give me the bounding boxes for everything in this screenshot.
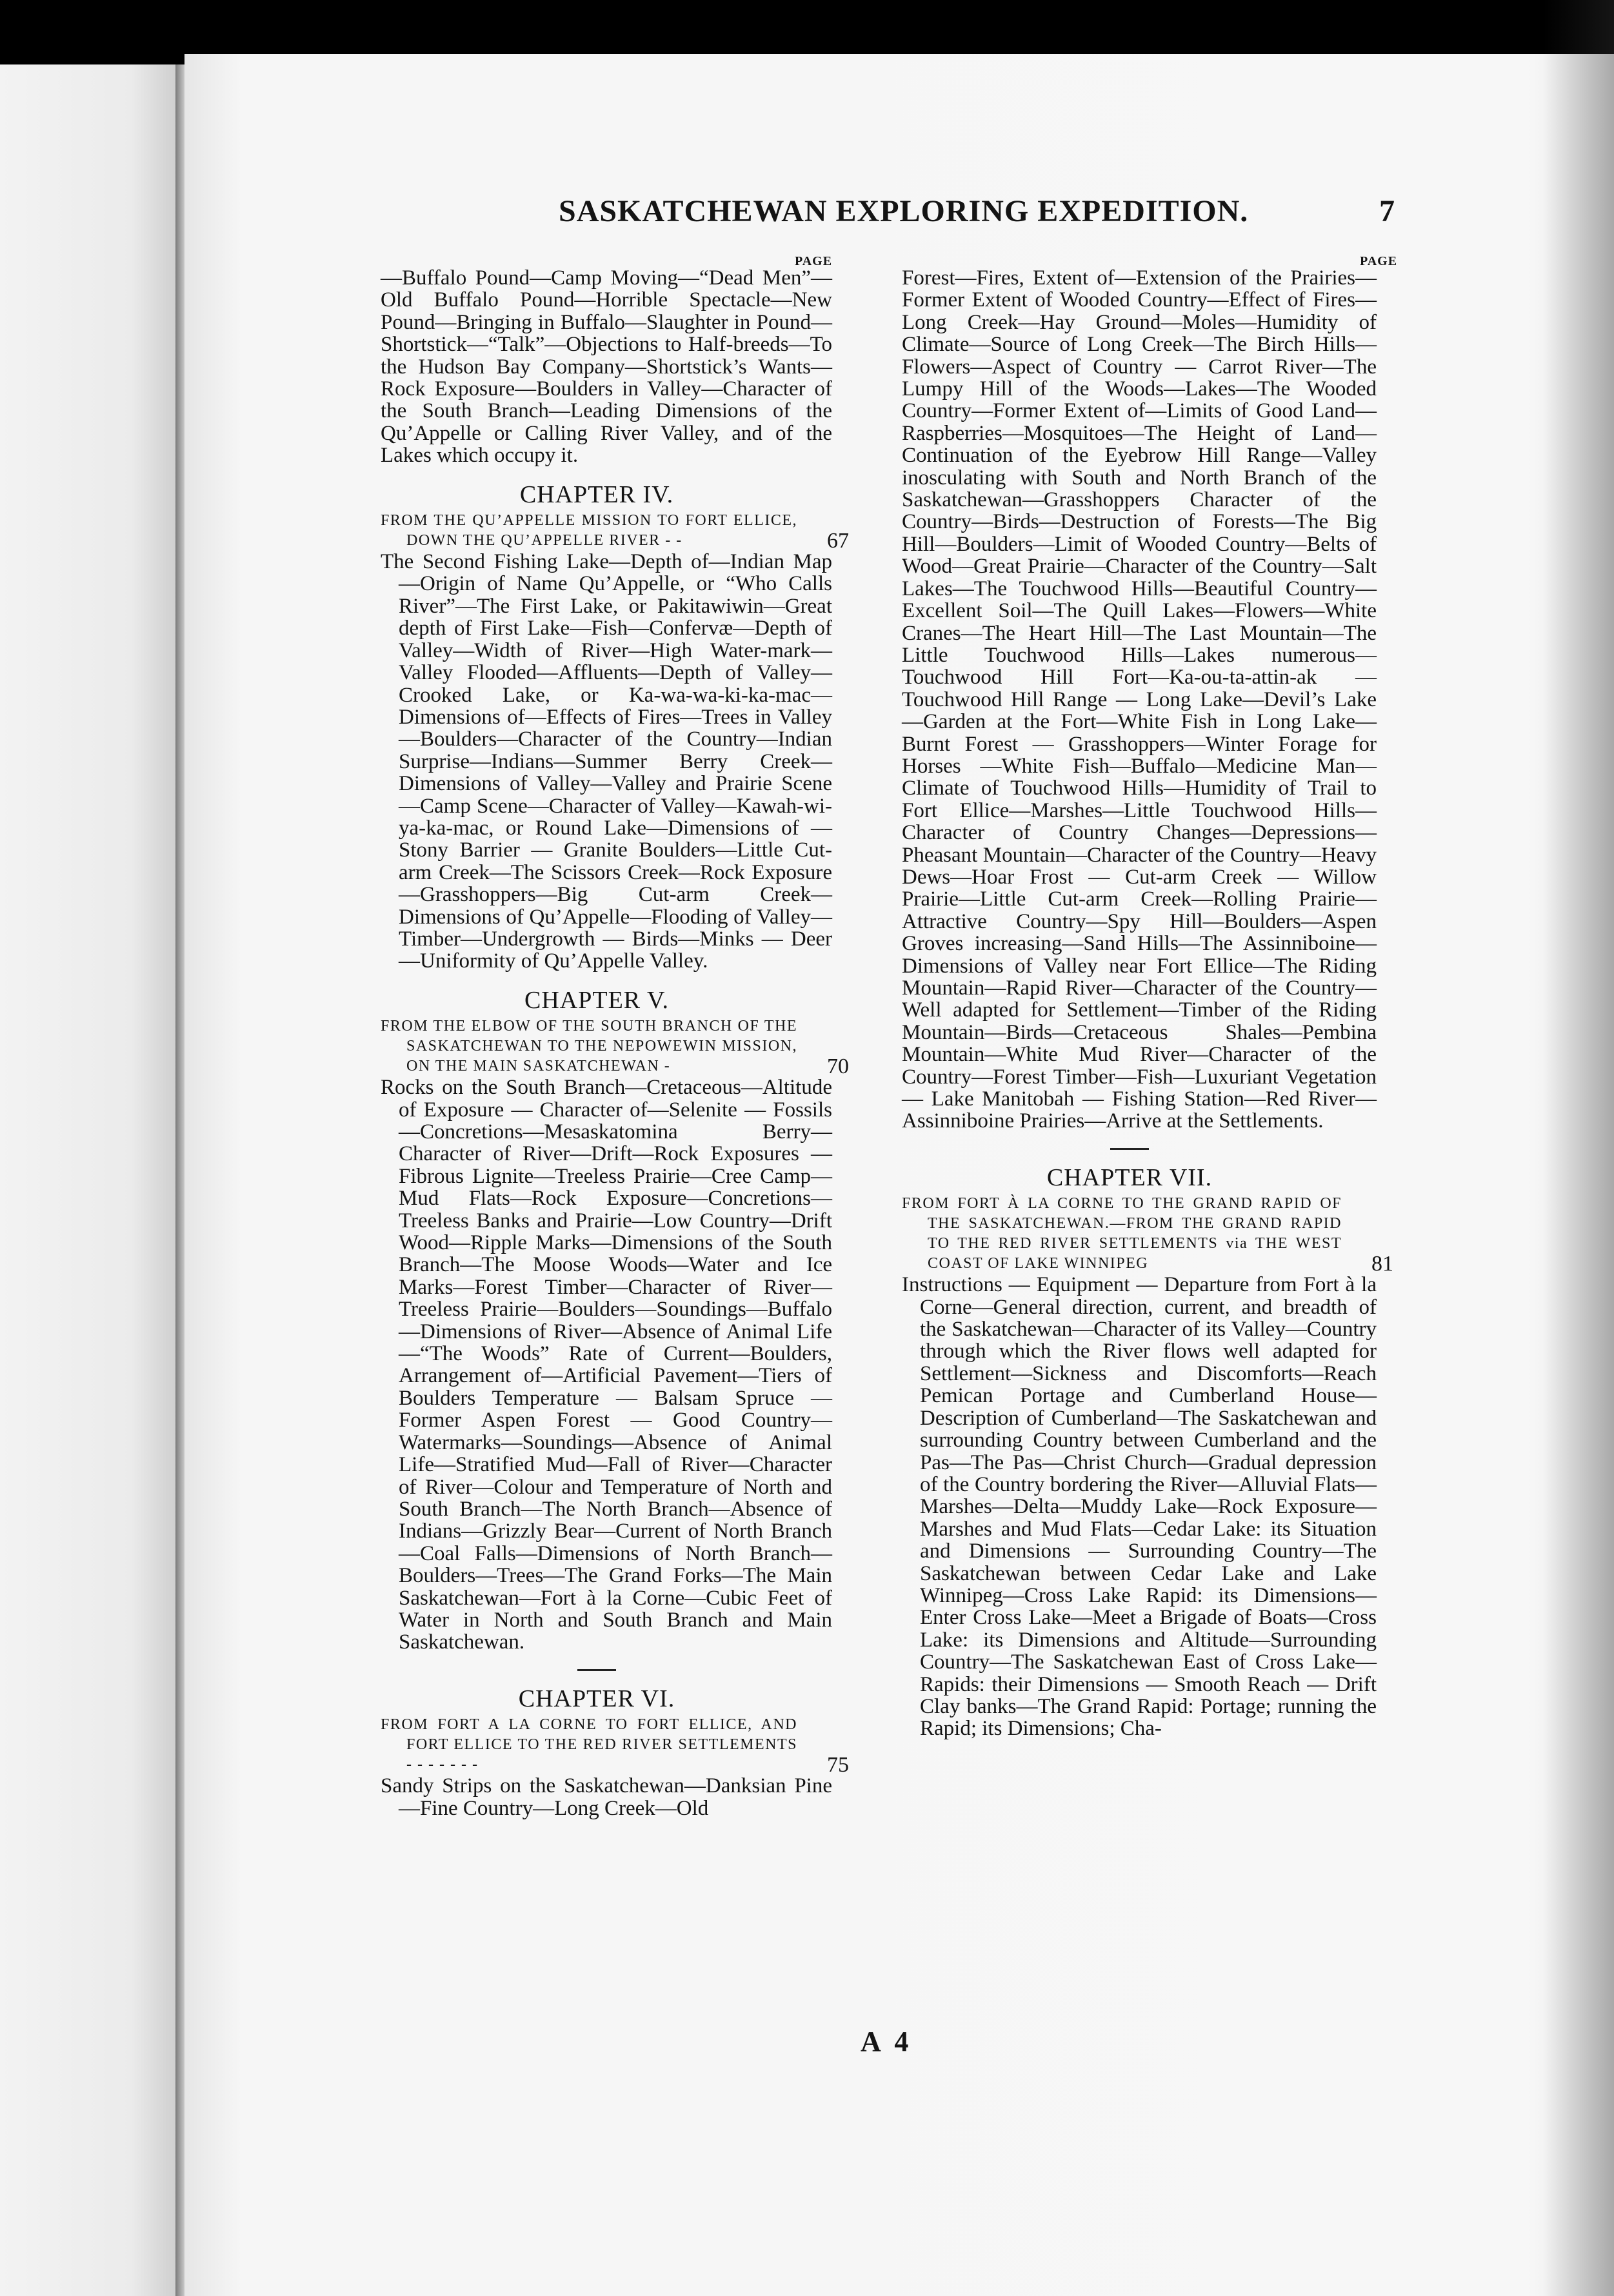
chapter-6-heading-text: FROM FORT A LA CORNE TO FORT ELLICE, AND FORT ELLICE TO THE RED RIVER SETTLEMENTS - - - - - - - [381, 1716, 797, 1774]
chapter-4-heading-text: FROM THE QU’APPELLE MISSION TO FORT ELLICE, DOWN THE QU’APPELLE RIVER - - [381, 512, 797, 549]
chapter-4-title: CHAPTER IV. [519, 480, 674, 508]
chapter-4-page-number: 67 [827, 529, 849, 553]
page-column-label-left: PAGE [795, 254, 833, 268]
section-rule [1110, 1148, 1149, 1150]
continued-summary-right: Forest—Fires, Extent of—Extension of the Prairies—Former Extent of Wooded Country—Effect of Fires—Long Creek—Hay Ground—Moles—Humidity of Climate—Source of Long Creek—The Birch Hills—Flowers—Aspect of Country — Carrot River—The Lumpy Hill of the Woods—Lakes—The Wooded Country—Former Extent of—Limits of Good Land—Raspberries—Mosquitoes—The Height of Land—Continuation of the Eyebrow Hill Range—Valley inosculating with South and North Branch of the Saskatchewan—Grasshoppers Character of the Country—Birds—Destruction of Forests—The Big Hill—Boulders—Limit of Wooded Country—Belts of Wood—Great Prairie—Character of the Country—Salt Lakes—The Touchwood Hills—Beautiful Country—Excellent Soil—The Quill Lakes—Flowers—White Cranes—The Heart Hill—The Last Mountain—The Little Touchwood Hills—Lakes numerous—Touchwood Hill Fort—Ka-ou-ta-attin-ak — Touchwood Hill Range — Long Lake—Devil’s Lake—Garden at the Fort—White Fish in Long Lake—Burnt Forest — Grasshoppers—Winter Forage for Horses —White Fish—Buffalo—Medicine Man—Climate of Touchwood Hills—Humidity of Trail to Fort Ellice—Marshes—Little Touchwood Hills—Character of Country Changes—Depressions—Pheasant Mountain—Character of the Country—Heavy Dews—Hoar Frost — Cut-arm Creek — Willow Prairie—Little Cut-arm Creek—Rolling Prairie—Attractive Country—Spy Hill—Boulders—Aspen Groves increasing—Sand Hills—The Assinniboine—Dimensions of Valley near Fort Ellice—The Riding Mountain—Rapid River—Character of the Country—Well adapted for Settlement—Timber of the Riding Mountain—Birds—Cretaceous Shales—Pembina Mountain—White Mud River—Character of the Country—Forest Timber—Fish—Luxuriant Vegetation — Lake Manitobah — Fishing Station—Red River—Assinniboine Prairies—Arrive at the Settlements. [902, 266, 1377, 1133]
chapter-5-heading [381, 1016, 849, 1079]
chapter-6-title: CHAPTER VI. [518, 1685, 675, 1712]
printer-signature-mark: A 4 [861, 2026, 913, 2057]
chapter-5-heading-text: FROM THE ELBOW OF THE SOUTH BRANCH OF THE SASKATCHEWAN TO THE NEPOWEWIN MISSION, ON THE MAIN SASKATCHEWAN - [381, 1018, 797, 1075]
page-number: 7 [1379, 194, 1395, 228]
chapter-7-page-number: 81 [1371, 1252, 1393, 1276]
continued-summary: —Buffalo Pound—Camp Moving—“Dead Men”—Old Buffalo Pound—Horrible Spectacle—New Pound—Bringing in Buffalo—Slaughter in Pound—Shortstick—“Talk”—Objections to Half-breeds—To the Hudson Bay Company—Shortstick’s Wants—Rock Exposure—Boulders in Valley—Character of the South Branch—Leading Dimensions of the Qu’Appelle or Calling River Valley, and of the Lakes which occupy it. [381, 266, 832, 468]
left-page-margin [0, 64, 175, 2296]
section-rule [577, 1669, 616, 1671]
chapter-7-heading [902, 1194, 1393, 1276]
right-column [902, 266, 1393, 1741]
left-column [381, 266, 849, 1820]
chapter-7-summary: Instructions — Equipment — Departure from Fort à la Corne—General direction, current, and breadth of the Saskatchewan—Character of its Valley—Country through which the River flows well adapted for Settlement—Sickness and Discomforts—Reach Pemican Portage and Cumberland House—Description of Cumberland—The Saskatchewan and surrounding Country between Cumberland and the Pas—The Pas—Christ Church—Gradual depression of the Country bordering the River—Alluvial Flats—Marshes—Delta—Muddy Lake—Rock Exposure—Marshes and Mud Flats—Cedar Lake: its Situation and Dimensions — Surrounding Country—The Saskatchewan between Cedar Lake and Lake Winnipeg—Cross Lake Rapid: its Dimensions—Enter Cross Lake—Meet a Brigade of Boats—Cross Lake: its Dimensions and Altitude—Surrounding Country—The Saskatchewan East of Cross Lake—Rapids: their Dimensions — Smooth Reach — Drift Clay banks—The Grand Rapid: Portage; running the Rapid; its Dimensions; Cha- [902, 1273, 1377, 1741]
chapter-7-heading-text: FROM FORT À LA CORNE TO THE GRAND RAPID OF THE SASKATCHEWAN.—FROM THE GRAND RAPID TO THE RED RIVER SETTLEMENTS via THE WEST COAST OF LAKE WINNIPEG [902, 1195, 1342, 1272]
chapter-5-page-number: 70 [827, 1054, 849, 1079]
page-edge-shadow [1543, 0, 1614, 2296]
chapter-6-heading [381, 1715, 849, 1777]
book-gutter [175, 64, 184, 2296]
page-column-label-right: PAGE [1360, 254, 1398, 268]
chapter-7-title: CHAPTER VII. [1046, 1163, 1213, 1191]
chapter-5-title: CHAPTER V. [524, 986, 669, 1014]
chapter-6-page-number: 75 [827, 1753, 849, 1777]
chapter-5-summary: Rocks on the South Branch—Cretaceous—Altitude of Exposure — Character of—Selenite — Fossils—Concretions—Mesaskatomina Berry—Character of River—Drift—Rock Exposures — Fibrous Lignite—Treeless Prairie—Cree Camp—Mud Flats—Rock Exposure—Concretions—Treeless Banks and Prairie—Low Country—Drift Wood—Ripple Marks—Dimensions of the South Branch—The Moose Woods—Water and Ice Marks—Forest Timber—Character of River—Treeless Prairie—Boulders—Soundings—Buffalo—Dimensions of River—Absence of Animal Life—“The Woods” Rate of Current—Boulders, Arrangement of—Artificial Pavement—Tiers of Boulders Temperature — Balsam Spruce — Former Aspen Forest — Good Country—Watermarks—Soundings—Absence of Animal Life—Stratified Mud—Fall of River—Character of River—Colour and Temperature of North and South Branch—The North Branch—Absence of Indians—Grizzly Bear—Current of North Branch—Coal Falls—Dimensions of North Branch—Boulders—Trees—The Grand Forks—The Main Saskatchewan—Fort à la Corne—Cubic Feet of Water in North and South Branch and Main Saskatchewan. [381, 1076, 832, 1654]
chapter-4-heading [381, 511, 849, 553]
running-head: SASKATCHEWAN EXPLORING EXPEDITION. [559, 194, 1249, 228]
chapter-4-summary: The Second Fishing Lake—Depth of—Indian Map—Origin of Name Qu’Appelle, or “Who Calls River”—The First Lake, or Pakitawiwin—Great depth of First Lake—Fish—Confervæ—Depth of Valley—Width of River—High Water-mark—Valley Flooded—Affluents—Depth of Valley—Crooked Lake, or Ka-wa-wa-ki-ka-mac—Dimensions of—Effects of Fires—Trees in Valley—Boulders—Character of the Country—Indian Surprise—Indians—Summer Berry Creek—Dimensions of Valley—Valley and Prairie Scene—Camp Scene—Character of Valley—Kawah-wi-ya-ka-mac, or Round Lake—Dimensions of — Stony Barrier — Granite Boulders—Little Cut-arm Creek—The Scissors Creek—Rock Exposure—Grasshoppers—Big Cut-arm Creek—Dimensions of Qu’Appelle—Flooding of Valley—Timber—Undergrowth — Birds—Minks — Deer—Uniformity of Qu’Appelle Valley. [381, 550, 832, 973]
chapter-6-summary: Sandy Strips on the Saskatchewan—Danksian Pine—Fine Country—Long Creek—Old [381, 1774, 832, 1820]
